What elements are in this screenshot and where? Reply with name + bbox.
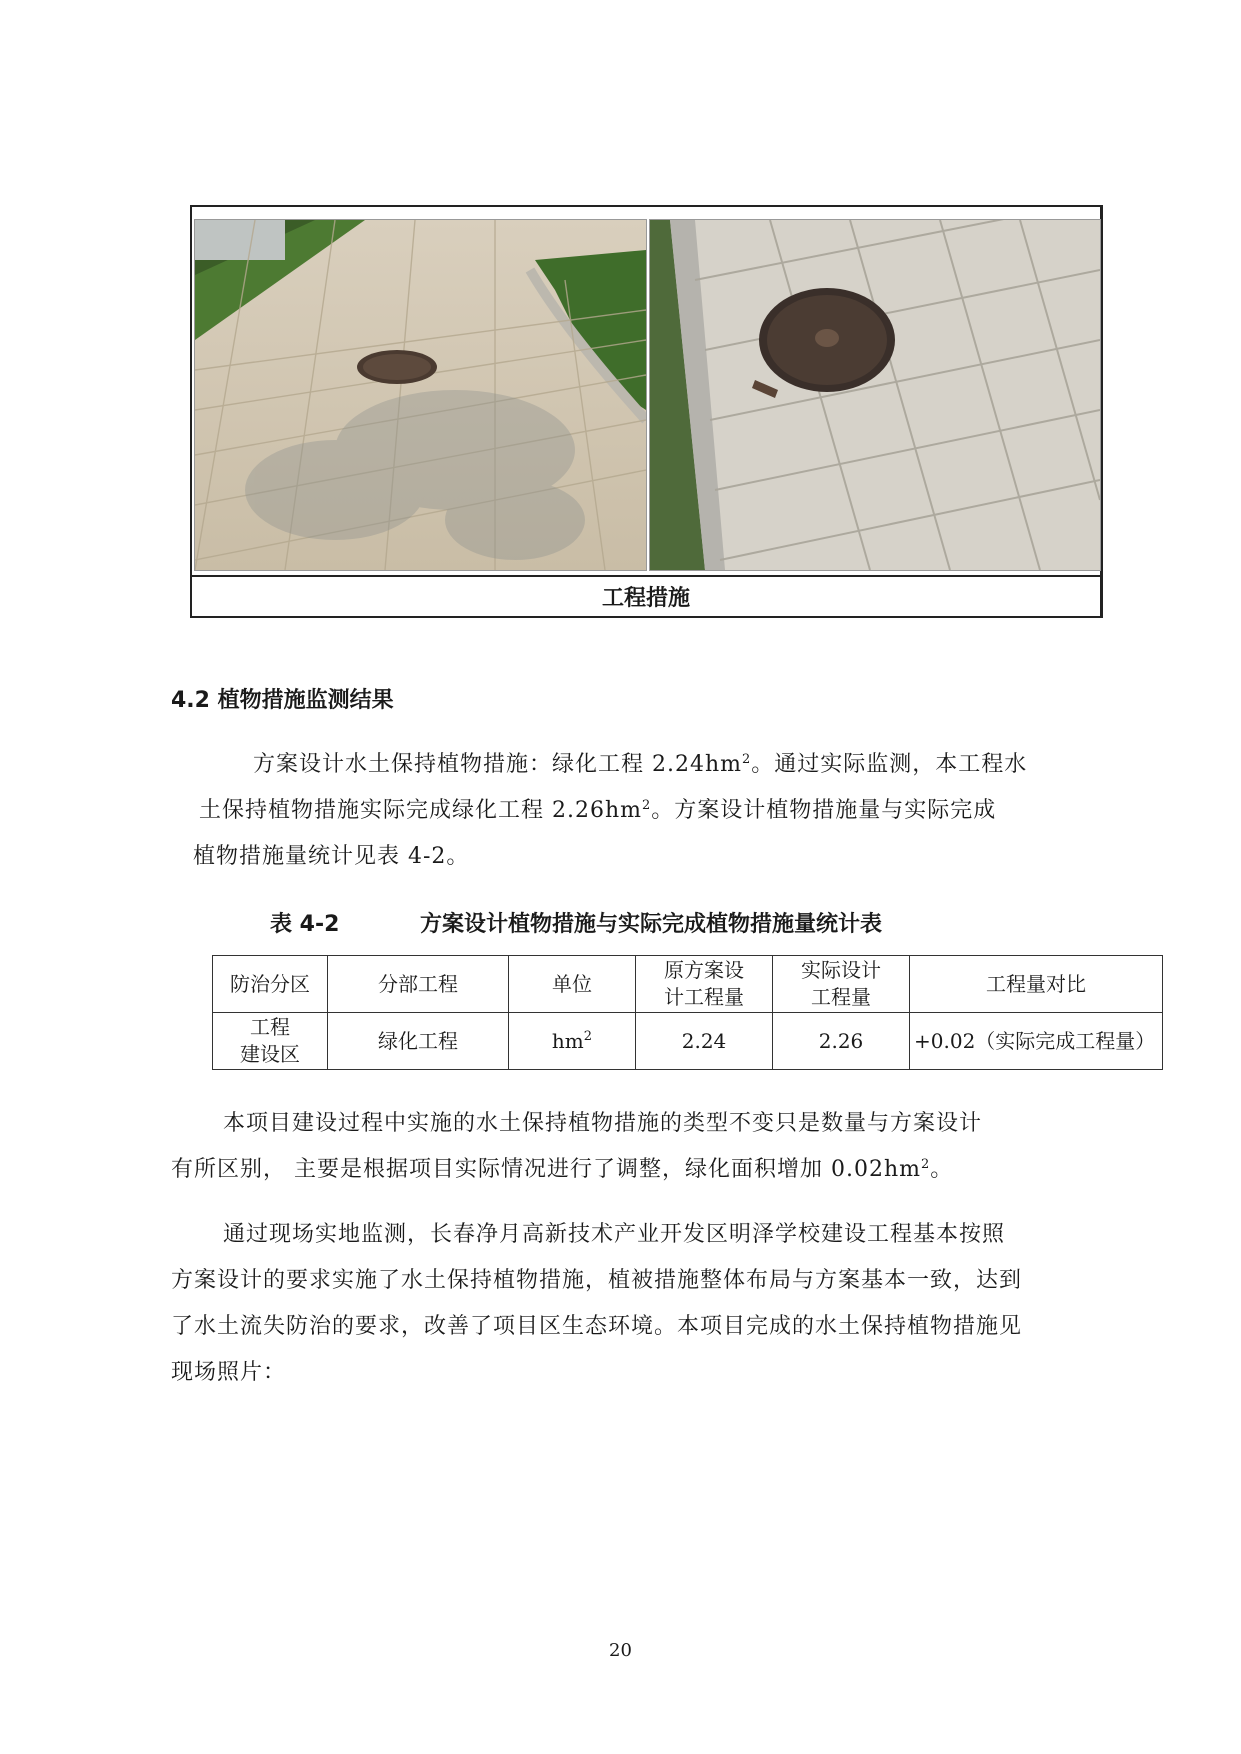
paragraph-plant-measures bbox=[171, 742, 1071, 880]
header-cell: 防治分区 bbox=[213, 956, 328, 1013]
header-cell: 实际设计 工程量 bbox=[773, 956, 910, 1013]
cell-work: 绿化工程 bbox=[328, 1013, 509, 1070]
table-number: 表 4-2 bbox=[270, 912, 340, 937]
text-segment: 。方案设计植物措施量与实际完成 bbox=[651, 798, 997, 823]
text-line: 了水土流失防治的要求，改善了项目区生态环境。本项目完成的水土保持植物措施见 bbox=[171, 1314, 1023, 1339]
table-header-row bbox=[213, 956, 1163, 1013]
text-line: 植物措施量统计见表 4-2。 bbox=[193, 844, 470, 869]
section-heading: 4.2 植物措施监测结果 bbox=[171, 688, 394, 713]
header-cell: 原方案设 计工程量 bbox=[636, 956, 773, 1013]
unit-text: hm bbox=[551, 1028, 584, 1053]
header-cell: 工程量对比 bbox=[910, 956, 1163, 1013]
text-line: 通过现场实地监测，长春净月高新技术产业开发区明泽学校建设工程基本按照 bbox=[223, 1222, 1006, 1247]
paragraph-adjustment bbox=[171, 1101, 1071, 1193]
cell-actual: 2.26 bbox=[773, 1013, 910, 1070]
text-line: 方案设计的要求实施了水土保持植物措施，植被措施整体布局与方案基本一致，达到 bbox=[171, 1268, 1023, 1293]
photo-panel bbox=[190, 205, 1103, 618]
superscript: 2 bbox=[742, 752, 752, 767]
cell-zone: 工程 建设区 bbox=[213, 1013, 328, 1070]
header-cell: 分部工程 bbox=[328, 956, 509, 1013]
page-number: 20 bbox=[609, 1640, 632, 1661]
walkway-photo bbox=[194, 219, 647, 571]
text-line: 本项目建设过程中实施的水土保持植物措施的类型不变只是数量与方案设计 bbox=[223, 1111, 983, 1136]
cell-planned: 2.24 bbox=[636, 1013, 773, 1070]
photo-caption: 工程措施 bbox=[192, 575, 1100, 616]
text-segment: 。通过实际监测，本工程水 bbox=[751, 752, 1028, 777]
measures-table bbox=[212, 955, 1163, 1070]
table-row bbox=[213, 1013, 1163, 1070]
table-title bbox=[270, 907, 882, 938]
superscript: 2 bbox=[642, 798, 652, 813]
text-segment: 方案设计水土保持植物措施：绿化工程 2.24hm bbox=[253, 752, 743, 777]
paragraph-monitoring bbox=[171, 1212, 1071, 1396]
superscript: 2 bbox=[921, 1157, 931, 1172]
text-segment: 土保持植物措施实际完成绿化工程 2.26hm bbox=[199, 798, 643, 823]
text-segment: 有所区别， 主要是根据项目实际情况进行了调整，绿化面积增加 0.02hm bbox=[171, 1157, 922, 1182]
cell-unit bbox=[509, 1013, 636, 1070]
table-title-text: 方案设计植物措施与实际完成植物措施量统计表 bbox=[420, 912, 883, 937]
text-line: 现场照片： bbox=[171, 1360, 287, 1385]
cell-comparison: +0.02（实际完成工程量） bbox=[910, 1013, 1163, 1070]
header-cell: 单位 bbox=[509, 956, 636, 1013]
superscript: 2 bbox=[583, 1028, 593, 1044]
text-segment: 。 bbox=[930, 1157, 954, 1182]
manhole-photo bbox=[649, 219, 1101, 571]
